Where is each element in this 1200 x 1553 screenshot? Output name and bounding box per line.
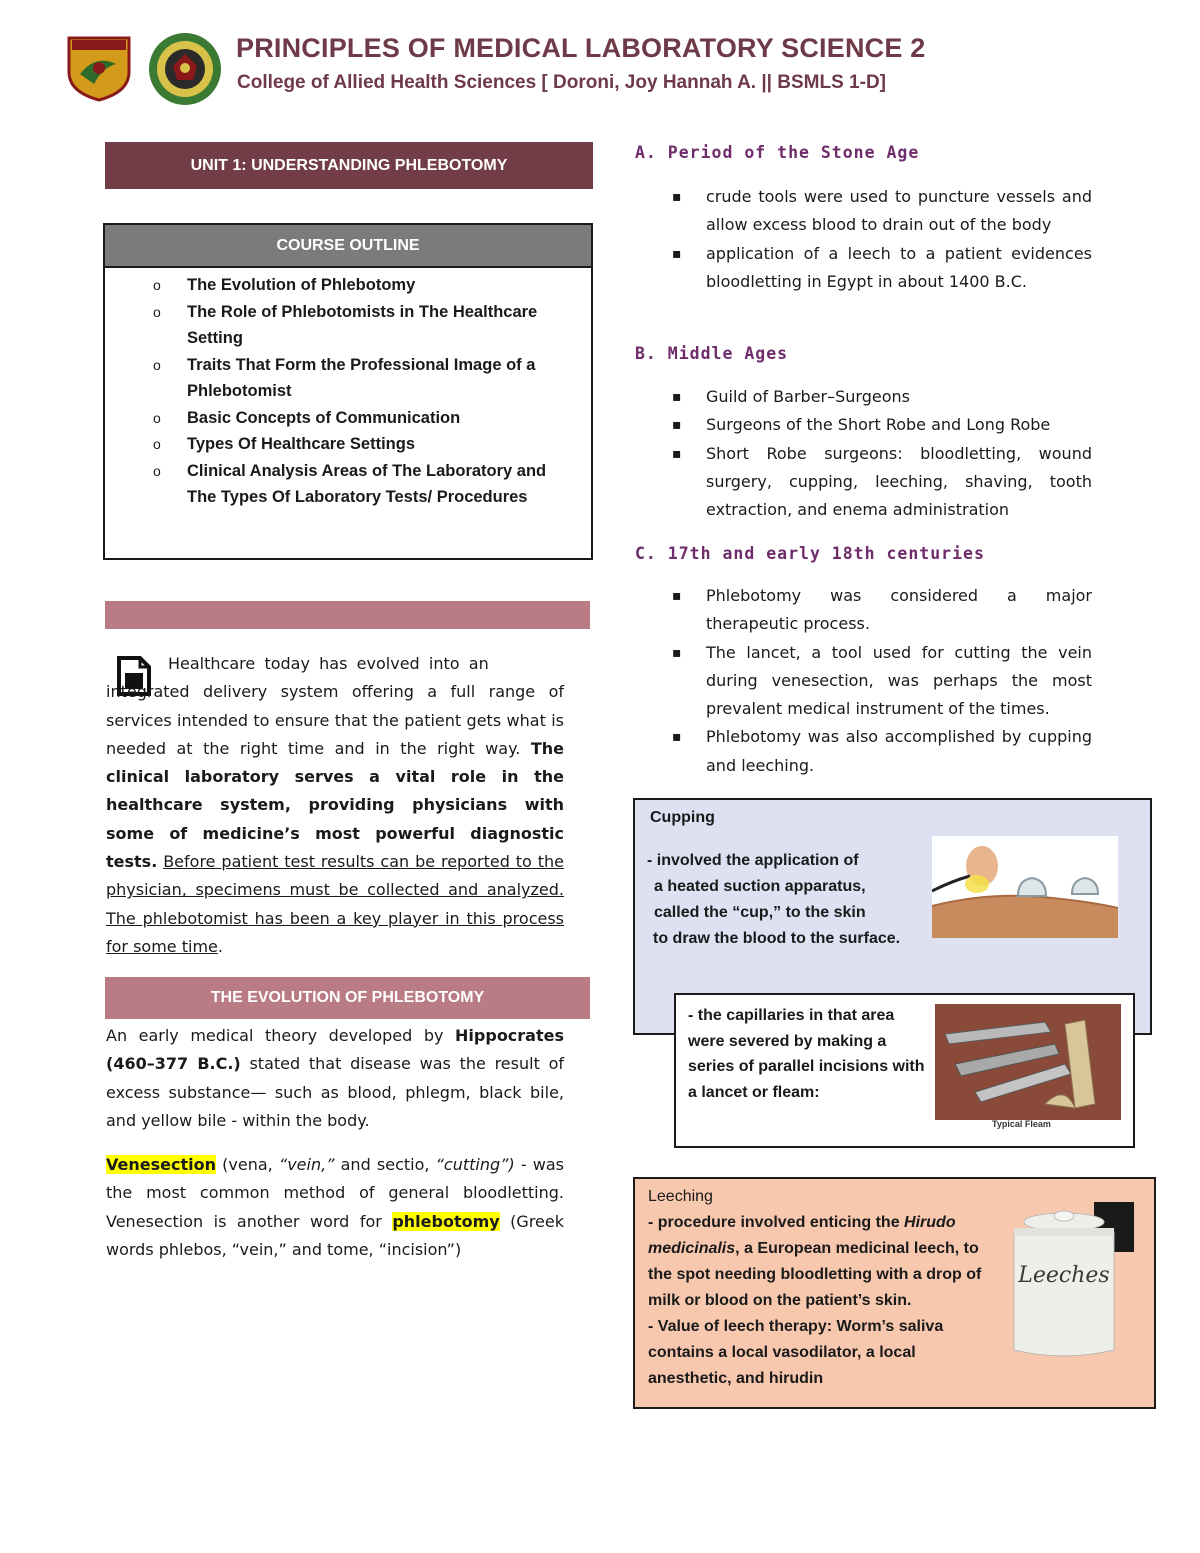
college-shield-logo: [66, 34, 132, 102]
section-a-list: [672, 183, 1092, 296]
section-b-heading: B. Middle Ages: [635, 344, 789, 363]
capillaries-description: - the capillaries in that area were severed by making a series of parallel incisions with a lancet or fleam:: [688, 1007, 925, 1101]
venesection-paragraph: Venesection (vena, “vein,” and sectio, “cutting”) - was the most common method of general bloodletting. Venesection is another word for phlebotomy (Greek words phlebos, “vein,” and tome, “incision”): [106, 1155, 565, 1259]
university-seal-logo: [145, 30, 225, 108]
leeching-description: Leeching - procedure involved enticing the Hirudo medicinalis, a European medicinal leech, to the spot needing bloodletting with a drop of milk or blood on the patient’s skin. - Value of leech therapy: Worm’s saliva contains a local vasodilator, a local anesthetic, and hirudin: [648, 1184, 993, 1392]
outline-item: o The Role of Phlebotomists in The Healthcare Setting: [153, 299, 575, 352]
course-outline-heading: COURSE OUTLINE: [105, 225, 591, 268]
hippocrates-paragraph: An early medical theory developed by Hippocrates (460–377 B.C.) stated that disease was the result of excess substance— such as blood, phlegm, black bile, and yellow bile - within the body.: [106, 1026, 564, 1130]
section-b-list: [672, 383, 1092, 524]
document-subtitle: College of Allied Health Sciences [ Doroni, Joy Hannah A. || BSMLS 1-D]: [237, 72, 886, 93]
phlebotomy-term: phlebotomy: [392, 1211, 500, 1231]
intro-paragraph: Healthcare today has evolved into an integrated delivery system offering a full range of services intended to ensure that the patient gets what is needed at the right time and in the right way. The clinical laboratory serves a vital role in the healthcare system, providing physicians with some of medicine’s most powerful diagnostic tests. Before patient test results can be reported to the physician, specimens must be collected and analyzed. The phlebotomist has been a key player in this process for some time.: [106, 654, 564, 956]
list-item: ▪ The lancet, a tool used for cutting the vein during venesection, was perhaps the most prevalent medical instrument of the times.: [672, 639, 1092, 724]
venesection-term: Venesection: [106, 1155, 216, 1174]
list-item: ▪ crude tools were used to puncture vessels and allow excess blood to drain out of the body: [672, 183, 1092, 240]
list-item: ▪ Phlebotomy was considered a major therapeutic process.: [672, 582, 1092, 639]
outline-item: o Traits That Form the Professional Image of a Phlebotomist: [153, 352, 575, 405]
outline-item: o Clinical Analysis Areas of The Laboratory and The Types Of Laboratory Tests/ Procedures: [153, 458, 575, 511]
leech-jar-image: [1002, 1200, 1136, 1365]
cupping-illustration: [932, 836, 1118, 938]
list-item: ▪ Phlebotomy was also accomplished by cupping and leeching.: [672, 723, 1092, 780]
fleam-image: [935, 1004, 1121, 1120]
evolution-heading-bar: THE EVOLUTION OF PHLEBOTOMY: [105, 977, 590, 1019]
section-c-heading: C. 17th and early 18th centuries: [635, 544, 985, 563]
unit-title-bar: UNIT 1: UNDERSTANDING PHLEBOTOMY: [105, 142, 593, 189]
leech-jar-label: Leeches: [1018, 1263, 1110, 1288]
document-title: PRINCIPLES OF MEDICAL LABORATORY SCIENCE 2: [236, 33, 926, 63]
outline-item: o Types Of Healthcare Settings: [153, 431, 575, 458]
course-outline-box: [103, 223, 593, 560]
section-c-list: [672, 582, 1092, 780]
list-item: ▪ Short Robe surgeons: bloodletting, wound surgery, cupping, leeching, shaving, tooth extraction, and enema administration: [672, 440, 1092, 525]
leeching-title: Leeching: [648, 1188, 713, 1205]
course-outline-list: [105, 268, 591, 511]
outline-item: o Basic Concepts of Communication: [153, 405, 575, 432]
list-item: ▪ application of a leech to a patient evidences bloodletting in Egypt in about 1400 B.C.: [672, 240, 1092, 297]
section-a-heading: A. Period of the Stone Age: [635, 143, 920, 162]
outline-item: o The Evolution of Phlebotomy: [153, 272, 575, 299]
list-item: ▪ Surgeons of the Short Robe and Long Robe: [672, 411, 1092, 439]
cupping-description: - involved the application of a heated suction apparatus, called the “cup,” to the skin to draw the blood to the surface.: [647, 852, 901, 947]
cupping-title: Cupping: [650, 809, 715, 826]
list-item: ▪ Guild of Barber–Surgeons: [672, 383, 1092, 411]
section-divider-bar: [105, 601, 590, 629]
fleam-caption: Typical Fleam: [992, 1119, 1051, 1129]
